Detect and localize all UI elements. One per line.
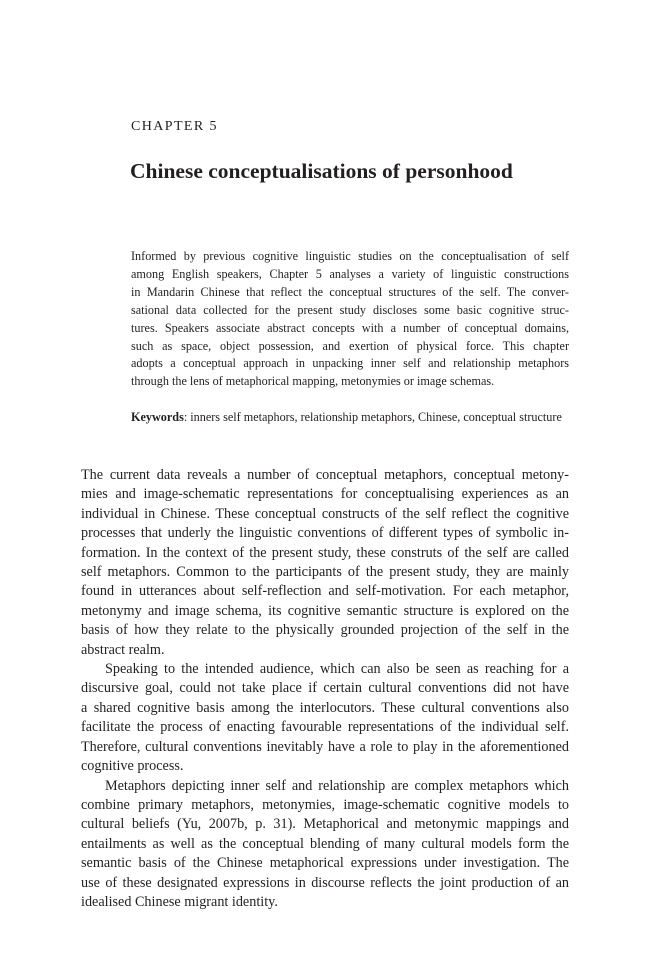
text-line: facilitate the process of enacting favourable representations of the individual self. bbox=[81, 719, 569, 736]
text-line: entailments as well as the conceptual blending of many cultural models form the bbox=[81, 835, 569, 852]
abstract-line: adopts a conceptual approach in unpacking inner self and relationship metaphors bbox=[131, 356, 569, 371]
text-line: basis of how they relate to the physically grounded projection of the self in the bbox=[81, 622, 569, 639]
text-line: idealised Chinese migrant identity. bbox=[81, 893, 278, 910]
keywords-text: : inners self metaphors, relationship metaphors, Chinese, conceptual structure bbox=[183, 410, 562, 424]
chapter-title: Chinese conceptualisations of personhood bbox=[130, 159, 513, 183]
text-line: cultural beliefs (Yu, 2007b, p. 31). Metaphorical and metonymic mappings and bbox=[81, 816, 569, 833]
abstract-line: Informed by previous cognitive linguistic studies on the conceptualisation of self bbox=[131, 249, 569, 263]
text-line: individual in Chinese. These conceptual constructs of the self reflect the cognitive bbox=[81, 505, 569, 522]
abstract-line: among English speakers, Chapter 5 analyses a variety of linguistic constructions bbox=[131, 266, 569, 281]
text-line: a shared cognitive basis among the interlocutors. These cultural conventions also bbox=[81, 699, 569, 716]
abstract-line: through the lens of metaphorical mapping, metonymies or image schemas. bbox=[131, 374, 495, 389]
text-line: metonymy and image schema, its cognitive semantic structure is explored on the bbox=[81, 602, 569, 619]
text-line: combine primary metaphors, metonymies, image-schematic cognitive models to bbox=[81, 796, 569, 813]
chapter-label: CHAPTER 5 bbox=[131, 119, 218, 134]
abstract-line: such as space, object possession, and exertion of physical force. This chapter bbox=[131, 338, 569, 353]
text-line: Speaking to the intended audience, which can also be seen as reaching for a bbox=[105, 661, 569, 678]
keywords-label: Keywords bbox=[131, 410, 184, 424]
text-line: use of these designated expressions in discourse reflects the joint production of an bbox=[81, 874, 569, 891]
body-text bbox=[81, 466, 569, 912]
abstract-line: sational data collected for the present study discloses some basic cognitive struc- bbox=[131, 302, 569, 317]
text-line: found in utterances about self-reflection and self-motivation. For each metaphor, bbox=[81, 583, 569, 600]
text-line: The current data reveals a number of conceptual metaphors, conceptual metony- bbox=[81, 467, 569, 483]
text-line: processes that underly the linguistic conventions of different types of symbolic in- bbox=[81, 525, 569, 542]
text-line: formation. In the context of the present study, these construts of the self are called bbox=[81, 544, 569, 561]
chapter-abstract bbox=[131, 248, 569, 391]
text-line: mies and image-schematic representations for conceptualising experiences as an bbox=[81, 486, 569, 503]
text-line: discursive goal, could not take place if certain cultural conventions did not have bbox=[81, 680, 569, 697]
abstract-line: in Mandarin Chinese that reflect the conceptual structures of the self. The conver- bbox=[131, 284, 569, 299]
text-line: semantic basis of the Chinese metaphorical expressions under investigation. The bbox=[81, 855, 569, 872]
paragraph-2 bbox=[81, 660, 569, 776]
paragraph-1 bbox=[81, 466, 569, 660]
text-line: self metaphors. Common to the participants of the present study, they are mainly bbox=[81, 564, 569, 581]
text-line: Therefore, cultural conventions inevitably have a role to play in the aforementioned bbox=[81, 738, 569, 755]
keywords bbox=[131, 408, 569, 426]
text-line: cognitive process. bbox=[81, 758, 184, 775]
abstract-line: tures. Speakers associate abstract concepts with a number of conceptual domains, bbox=[131, 320, 569, 335]
text-line: abstract realm. bbox=[81, 641, 165, 658]
paragraph-3 bbox=[81, 777, 569, 913]
text-line: Metaphors depicting inner self and relationship are complex metaphors which bbox=[105, 777, 569, 794]
